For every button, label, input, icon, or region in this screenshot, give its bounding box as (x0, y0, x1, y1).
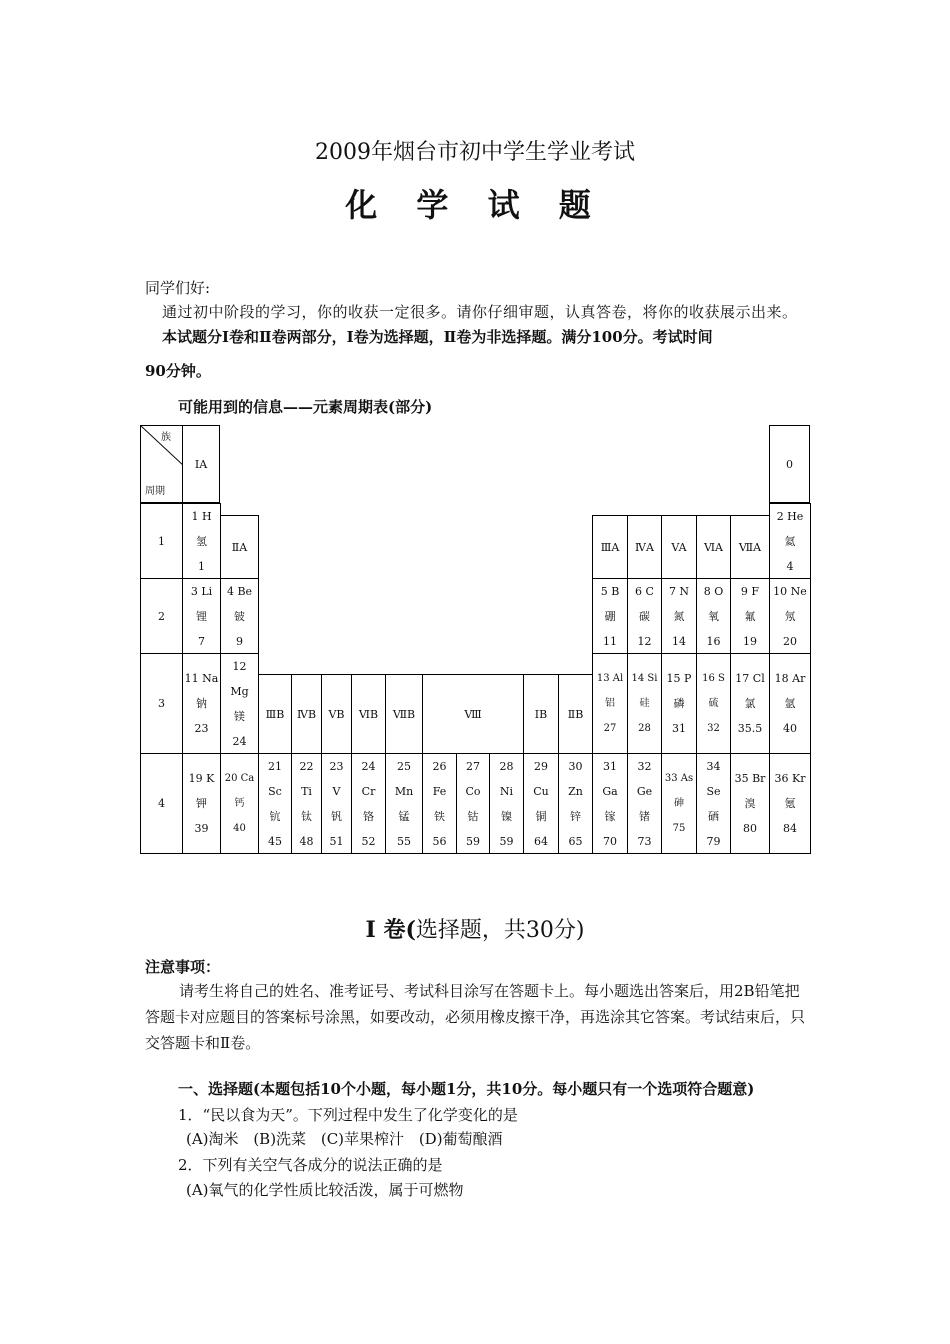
element-p: 15 P 磷 31 (661, 653, 697, 754)
period-1: 1 (140, 503, 183, 579)
question-1-option-c: (C)苹果榨汁 (320, 1130, 405, 1148)
element-mg: 12 Mg 镁 24 (220, 653, 259, 754)
exam-rules-line-1: 本试题分Ⅰ卷和Ⅱ卷两部分，Ⅰ卷为选择题，Ⅱ卷为非选择题。满分100分。考试时间 (162, 328, 713, 346)
exam-name: 2009年烟台市初中学生学业考试 (315, 140, 635, 165)
element-he: 2 He 氦 4 (769, 503, 811, 579)
notes-heading: 注意事项： (145, 958, 221, 976)
question-2-stem: 2．下列有关空气各成分的说法正确的是 (178, 1156, 443, 1174)
question-1-option-a: (A)淘米 (186, 1130, 239, 1148)
element-n: 7 N 氮 14 (661, 578, 697, 654)
element-ge: 32 Ge 锗 73 (627, 753, 662, 854)
element-br: 35 Br 溴 80 (730, 753, 770, 854)
group-header-ivb: ⅣB (291, 674, 322, 754)
element-s: 16 S 硫 32 (696, 653, 731, 754)
table-corner-cell (140, 425, 183, 503)
group-header-vib: ⅥB (351, 674, 386, 754)
group-header-viii: Ⅷ (422, 674, 524, 754)
subject-title: 化 学 试 题 (345, 186, 605, 224)
group-header-via: ⅥA (696, 515, 731, 579)
element-ne: 10 Ne 氖 20 (769, 578, 811, 654)
notes-body: 请考生将自己的姓名、准考证号、考试科目涂写在答题卡上。每小题选出答案后，用2B铅笔把答题卡对应题目的答案标号涂黑，如要改动，必须用橡皮擦干净，再选涂其它答案。考试结束后，只交答题卡和Ⅱ卷。 (145, 982, 806, 1052)
group-header-iib: ⅡB (558, 674, 593, 754)
element-mn: 25 Mn 锰 55 (385, 753, 423, 854)
section-title: Ⅰ 卷(选择题，共30分) (365, 917, 585, 943)
element-cr: 24 Cr 铬 52 (351, 753, 386, 854)
period-2: 2 (140, 578, 183, 654)
element-ni: 28 Ni 镍 59 (489, 753, 524, 854)
periodic-table (140, 425, 810, 853)
element-na: 11 Na 钠 23 (182, 653, 221, 754)
element-k: 19 K 钾 39 (182, 753, 221, 854)
period-3: 3 (140, 653, 183, 754)
element-ar: 18 Ar 氩 40 (769, 653, 811, 754)
element-se: 34 Se 硒 79 (696, 753, 731, 854)
element-fe: 26 Fe 铁 56 (422, 753, 457, 854)
element-as: 33 As 砷 75 (661, 753, 697, 854)
element-be: 4 Be 铍 9 (220, 578, 259, 654)
element-b: 5 B 硼 11 (592, 578, 628, 654)
group-header-iva: ⅣA (627, 515, 662, 579)
element-ti: 22 Ti 钛 48 (291, 753, 322, 854)
group-header-viib: ⅦB (385, 674, 423, 754)
element-sc: 21 Sc 钪 45 (258, 753, 292, 854)
element-co: 27 Co 钴 59 (456, 753, 490, 854)
group-header-iia: ⅡA (220, 515, 259, 579)
question-2-option-a: (A)氧气的化学性质比较活泼，属于可燃物 (186, 1181, 464, 1199)
element-h: 1 H 氢 1 (182, 503, 221, 579)
greeting: 同学们好: (145, 279, 211, 297)
group-header-vb: VB (321, 674, 352, 754)
element-f: 9 F 氟 19 (730, 578, 770, 654)
element-zn: 30 Zn 锌 65 (558, 753, 593, 854)
table-caption: 可能用到的信息——元素周期表(部分) (178, 398, 433, 416)
group-header-zero: 0 (769, 425, 810, 503)
group-header-iiia: ⅢA (592, 515, 628, 579)
element-ca: 20 Ca 钙 40 (220, 753, 259, 854)
element-al: 13 Al 铝 27 (592, 653, 628, 754)
group-header-ib: ⅠB (523, 674, 559, 754)
element-kr: 36 Kr 氪 84 (769, 753, 811, 854)
question-1-option-b: (B)洗菜 (253, 1130, 307, 1148)
group-label: 族 (161, 432, 171, 443)
element-o: 8 O 氧 16 (696, 578, 731, 654)
exam-rules-line-2: 90分钟。 (145, 362, 211, 380)
group-header-viia: ⅦA (730, 515, 770, 579)
element-v: 23 V 钒 51 (321, 753, 352, 854)
group-header-va: VA (661, 515, 697, 579)
element-cu: 29 Cu 铜 64 (523, 753, 559, 854)
part-heading: 一、选择题(本题包括10个小题，每小题1分，共10分。每小题只有一个选项符合题意) (178, 1080, 755, 1098)
group-header-iiib: ⅢB (258, 674, 292, 754)
element-cl: 17 Cl 氯 35.5 (730, 653, 770, 754)
element-si: 14 Si 硅 28 (627, 653, 662, 754)
element-ga: 31 Ga 镓 70 (592, 753, 628, 854)
element-c: 6 C 碳 12 (627, 578, 662, 654)
period-4: 4 (140, 753, 183, 854)
question-1-options (186, 1128, 513, 1149)
element-li: 3 Li 锂 7 (182, 578, 221, 654)
question-1-stem: 1．“民以食为天”。下列过程中发生了化学变化的是 (178, 1106, 518, 1124)
group-header-ia: IA (182, 425, 220, 503)
period-label: 周期 (145, 486, 165, 497)
question-1-option-d: (D)葡萄酿酒 (418, 1130, 503, 1148)
intro-message: 通过初中阶段的学习，你的收获一定很多。请你仔细审题，认真答卷，将你的收获展示出来。 (162, 303, 798, 321)
